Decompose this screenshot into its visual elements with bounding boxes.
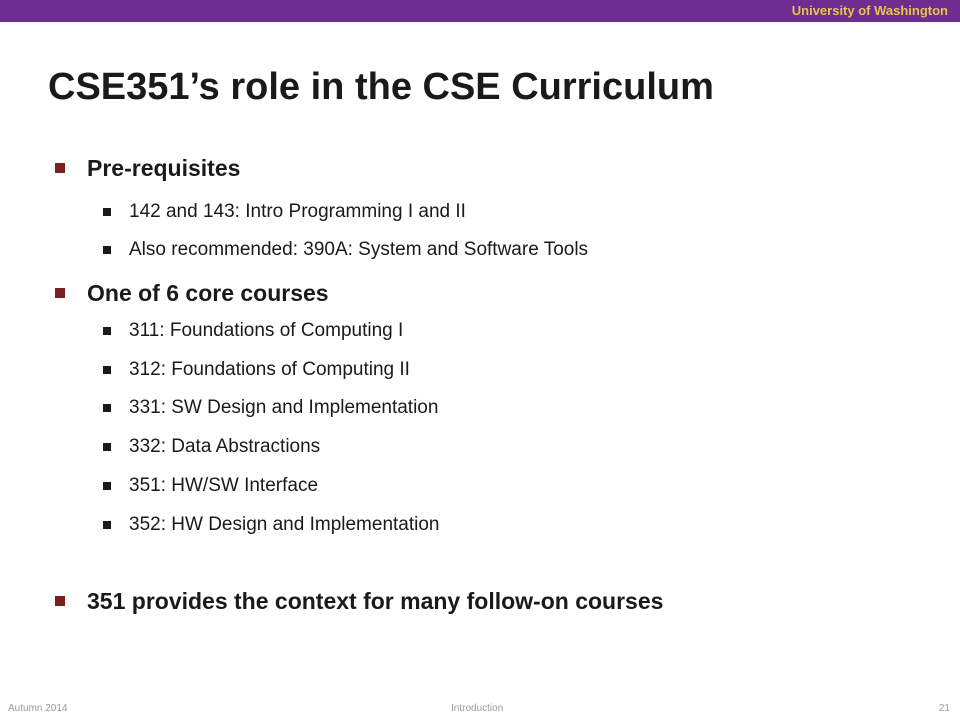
footer-term: Autumn 2014: [8, 703, 68, 714]
sub-bullet-label: 311: Foundations of Computing I: [129, 320, 404, 341]
square-bullet-icon: [103, 482, 111, 490]
sub-bullet-label: 312: Foundations of Computing II: [129, 359, 410, 380]
square-bullet-icon: [103, 366, 111, 374]
sub-bullet: [103, 199, 466, 225]
bullet-follow-on: [55, 586, 663, 616]
bullet-label: Pre-requisites: [87, 154, 241, 181]
bullet-label: One of 6 core courses: [87, 279, 329, 306]
square-bullet-icon: [103, 443, 111, 451]
square-bullet-icon: [55, 288, 65, 298]
slide-title: CSE351’s role in the CSE Curriculum: [48, 66, 714, 108]
sub-bullet: [103, 473, 318, 499]
footer-page-number: 21: [938, 703, 950, 714]
sub-bullet: [103, 434, 320, 460]
sub-bullet-label: 352: HW Design and Implementation: [129, 514, 440, 535]
sub-bullet: [103, 357, 410, 383]
sub-bullet-label: 142 and 143: Intro Programming I and II: [129, 201, 466, 222]
sub-bullet-label: 331: SW Design and Implementation: [129, 397, 439, 418]
square-bullet-icon: [55, 163, 65, 173]
bullet-prerequisites: [55, 153, 240, 183]
square-bullet-icon: [103, 246, 111, 254]
square-bullet-icon: [103, 208, 111, 216]
sub-bullet: [103, 318, 403, 344]
sub-bullet-label: 332: Data Abstractions: [129, 436, 321, 457]
university-name: University of Washington: [791, 3, 948, 18]
square-bullet-icon: [55, 596, 65, 606]
sub-bullet-label: 351: HW/SW Interface: [129, 475, 319, 496]
bullet-core-courses: [55, 278, 329, 308]
square-bullet-icon: [103, 404, 111, 412]
square-bullet-icon: [103, 327, 111, 335]
sub-bullet-label: Also recommended: 390A: System and Software Tools: [129, 239, 589, 260]
footer-section: Introduction: [451, 703, 504, 714]
square-bullet-icon: [103, 521, 111, 529]
bullet-label: 351 provides the context for many follow-on courses: [87, 587, 664, 614]
sub-bullet: [103, 395, 438, 421]
sub-bullet: [103, 512, 440, 538]
sub-bullet: [103, 237, 588, 263]
